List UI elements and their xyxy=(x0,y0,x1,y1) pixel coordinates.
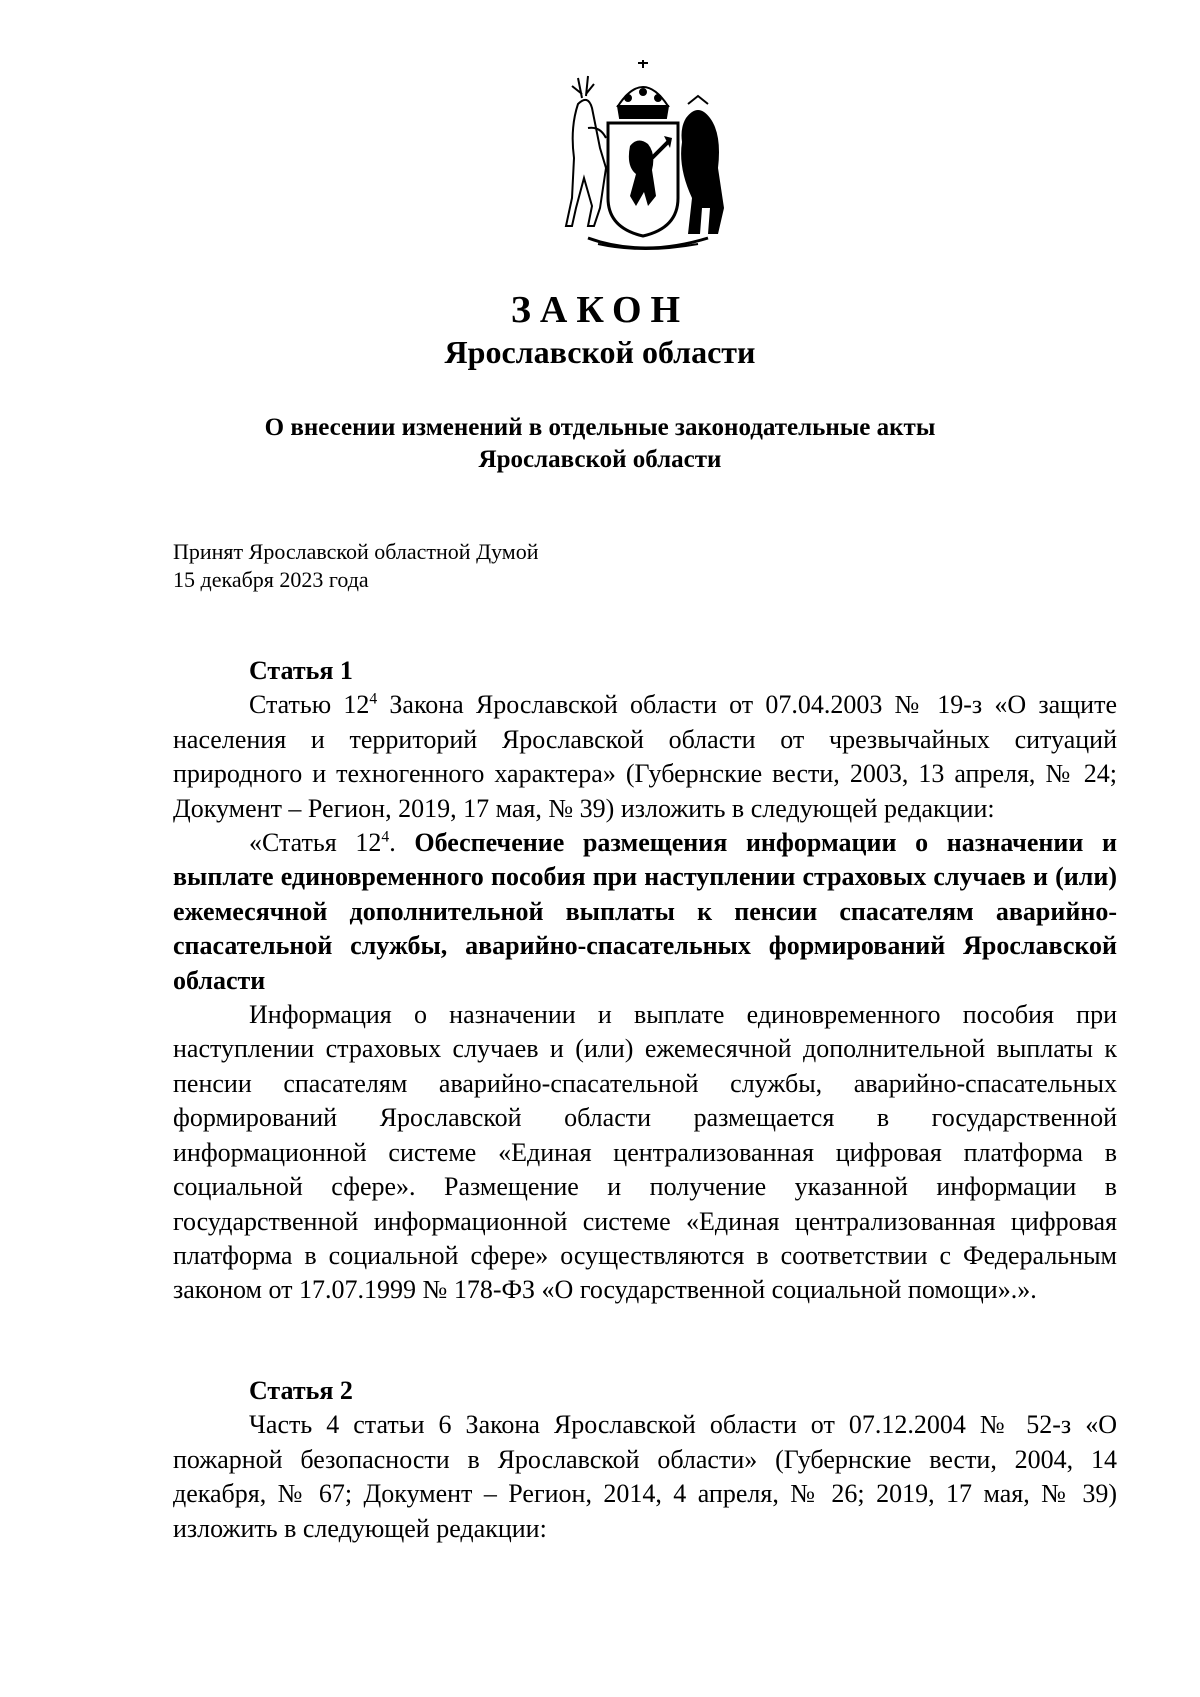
adoption-note xyxy=(173,538,539,594)
quote-article-sup: 4 xyxy=(381,828,390,846)
subject-line-1: О внесении изменений в отдельные законодательные акты xyxy=(264,414,936,441)
subject-line-2: Ярославской области xyxy=(478,446,722,473)
quote-article-number: «Статья 12 xyxy=(249,828,382,858)
article-2-body: Часть 4 статьи 6 Закона Ярославской области от 07.12.2004 № 52-з «О пожарной безопасности в Ярославской области» (Губернские вести, 2004, 14 декабря, № 67; Документ – Регион, 2014, 4 апреля, № 26; 2019, 17 мая, № 39) изложить в следующей редакции: xyxy=(173,1410,1117,1543)
article-1-title: Статья 1 xyxy=(249,656,353,685)
article-1-intro-pre: Статью 12 xyxy=(249,690,370,720)
quote-heading-text: Обеспечение размещения информации о назначении и выплате единовременного пособия при наступлении страховых случаев и (или) ежемесячной дополнительной выплаты к пенсии спасателям аварийно-спасательной службы, аварийно-спасательных формирований Ярославской области xyxy=(173,828,1117,995)
article-1-intro-sup: 4 xyxy=(369,690,378,708)
adoption-line-1: Принят Ярославской областной Думой xyxy=(173,539,539,564)
yaroslavl-oblast-coat-of-arms-icon xyxy=(548,58,738,258)
document-subject xyxy=(0,412,1200,476)
article-1-intro-post: Закона Ярославской области от 07.04.2003 № 19-з «О защите населения и территорий Ярославской области от чрезвычайных ситуаций природного и техногенного характера» (Губернские вести, 2003, 13 апреля, № 24; Документ – Регион, 2019, 17 мая, № 39) изложить в следующей редакции: xyxy=(173,690,1117,823)
document-region: Ярославской области xyxy=(444,334,756,370)
document-title: ЗАКОН xyxy=(510,289,690,331)
article-1-body: Информация о назначении и выплате единовременного пособия при наступлении страховых случаев и (или) ежемесячной дополнительной выплаты к пенсии спасателям аварийно-спасательной службы, аварийно-спасательных формирований Ярославской области размещается в государственной информационной системе «Единая централизованная цифровая платформа в социальной сфере». Размещение и получение указанной информации в государственной информационной системе «Единая централизованная цифровая платформа в социальной сфере» осуществляются в соответствии с Федеральным законом от 17.07.1999 № 178-ФЗ «О государственной социальной помощи».». xyxy=(173,1000,1117,1305)
article-1 xyxy=(173,654,1117,1308)
adoption-line-2: 15 декабря 2023 года xyxy=(173,567,369,592)
article-2-title: Статья 2 xyxy=(249,1376,353,1405)
article-2 xyxy=(173,1374,1117,1546)
article-1-intro xyxy=(173,688,1117,826)
quote-article-dot: . xyxy=(389,828,415,858)
article-1-quote-heading xyxy=(173,826,1117,998)
